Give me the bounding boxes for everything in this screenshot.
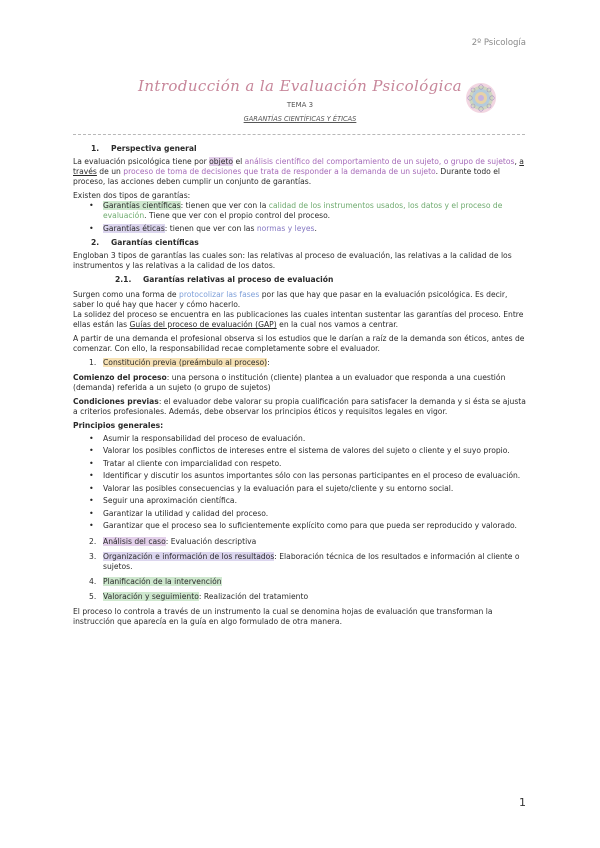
step-item: 4. Planificación de la intervención [89, 576, 222, 586]
guarantee-types-list [73, 201, 527, 234]
comienzo-paragraph: Comienzo del proceso: una persona o institución (cliente) plantea a un evaluador que responda a una cuestión (demanda) referida a un sujeto (o grupo de sujetos) [73, 372, 506, 392]
mandala-icon [462, 82, 500, 114]
list-item: • Valorar los posibles conflictos de intereses entre el sistema de valores del sujeto o cliente y el suyo propio. [103, 446, 527, 456]
list-item: • Garantizar que el proceso sea lo suficientemente explícito como para que pueda ser reproducido y valorado. [103, 521, 527, 531]
section-1-heading: 1. Perspectiva general [91, 144, 197, 153]
step-1-list [73, 358, 527, 368]
step-item: 3. Organización e información de los resultados: Elaboración técnica de los resultados e información al cliente o sujetos. [89, 551, 520, 571]
list-item: • Seguir una aproximación científica. [103, 496, 527, 506]
section-2-heading: 2. Garantías científicas [91, 237, 199, 247]
header-course-tag: 2º Psicología [471, 38, 526, 48]
section-2-paragraph: Engloban 3 tipos de garantías las cuales son: las relativas al proceso de evaluación, las relativas a la calidad de los instrumentos y las relativas a la calidad de los datos. [73, 250, 512, 270]
list-item: • Identificar y discutir los asuntos importantes sólo con las personas participantes en el proceso de evaluación. [103, 471, 527, 481]
page-title: Introducción a la Evaluación Psicológica [138, 77, 462, 95]
page-topic: GARANTÍAS CIENTÍFICAS Y ÉTICAS [243, 115, 357, 123]
list-item: • Asumir la responsabilidad del proceso de evaluación. [103, 434, 527, 444]
page-number: 1 [519, 796, 526, 810]
page-subtitle: TEMA 3 [286, 101, 314, 109]
list-item: • Tratar al cliente con imparcialidad con respeto. [103, 459, 527, 469]
section-divider [73, 134, 525, 135]
section-2-1-paragraph-2: La solidez del proceso se encuentra en las publicaciones las cuales intentan sustentar las garantías del proceso. Entre ellas están las Guías del proceso de evaluación (GAP) en la cual nos vamos a centrar. [73, 309, 524, 329]
list-item: • Garantías científicas: tienen que ver con la calidad de los instrumentos usados, los datos y el proceso de evaluación. Tiene que ver con el propio control del proceso. [103, 201, 527, 221]
steps-list [73, 537, 527, 602]
section-2-1-heading: 2.1. Garantías relativas al proceso de evaluación [115, 274, 334, 284]
step-item: 5. Valoración y seguimiento: Realización del tratamiento [89, 591, 309, 601]
section-2-1-paragraph-3: A partir de una demanda el profesional observa si los estudios que le darían a raíz de la demanda son éticos, antes de comenzar. Con ello, la responsabilidad recae completamente sobre el evaluador. [73, 333, 525, 353]
condiciones-paragraph: Condiciones previas: el evaluador debe valorar su propia cualificación para satisfacer la demanda y si ésta se ajusta a criterios profesionales. Además, debe observar los principios éticos y requisitos legales en vigor. [73, 396, 526, 416]
document-body [73, 141, 527, 631]
principios-list [73, 434, 527, 532]
step-item: 1. Constitución previa (preámbulo al proceso): [89, 357, 270, 367]
list-item: • Valorar las posibles consecuencias y la evaluación para el sujeto/cliente y su entorno social. [103, 484, 527, 494]
closing-paragraph: El proceso lo controla a través de un instrumento la cual se denomina hojas de evaluación que transforman la instrucción que aparecía en la guía en algo formulado de otra manera. [73, 606, 493, 626]
step-item: 2. Análisis del caso: Evaluación descriptiva [89, 536, 257, 546]
principios-heading: Principios generales: [73, 420, 164, 430]
list-item: • Garantizar la utilidad y calidad del proceso. [103, 509, 527, 519]
section-1-paragraph: La evaluación psicológica tiene por objeto el análisis científico del comportamiento de un sujeto, o grupo de sujetos, a través de un proceso de toma de decisiones que trata de responder a la demanda de un sujeto. Durante todo el proceso, las acciones deben cumplir un conjunto de garantías. [73, 157, 524, 187]
guarantee-types-intro: Existen dos tipos de garantías: [73, 191, 191, 201]
list-item: • Garantías éticas: tienen que ver con las normas y leyes. [103, 224, 527, 234]
section-2-1-paragraph-1: Surgen como una forma de protocolizar las fases por las que hay que pasar en la evaluación psicológica. Es decir, saber lo qué hay que hacer y cómo hacerlo. [73, 289, 508, 309]
